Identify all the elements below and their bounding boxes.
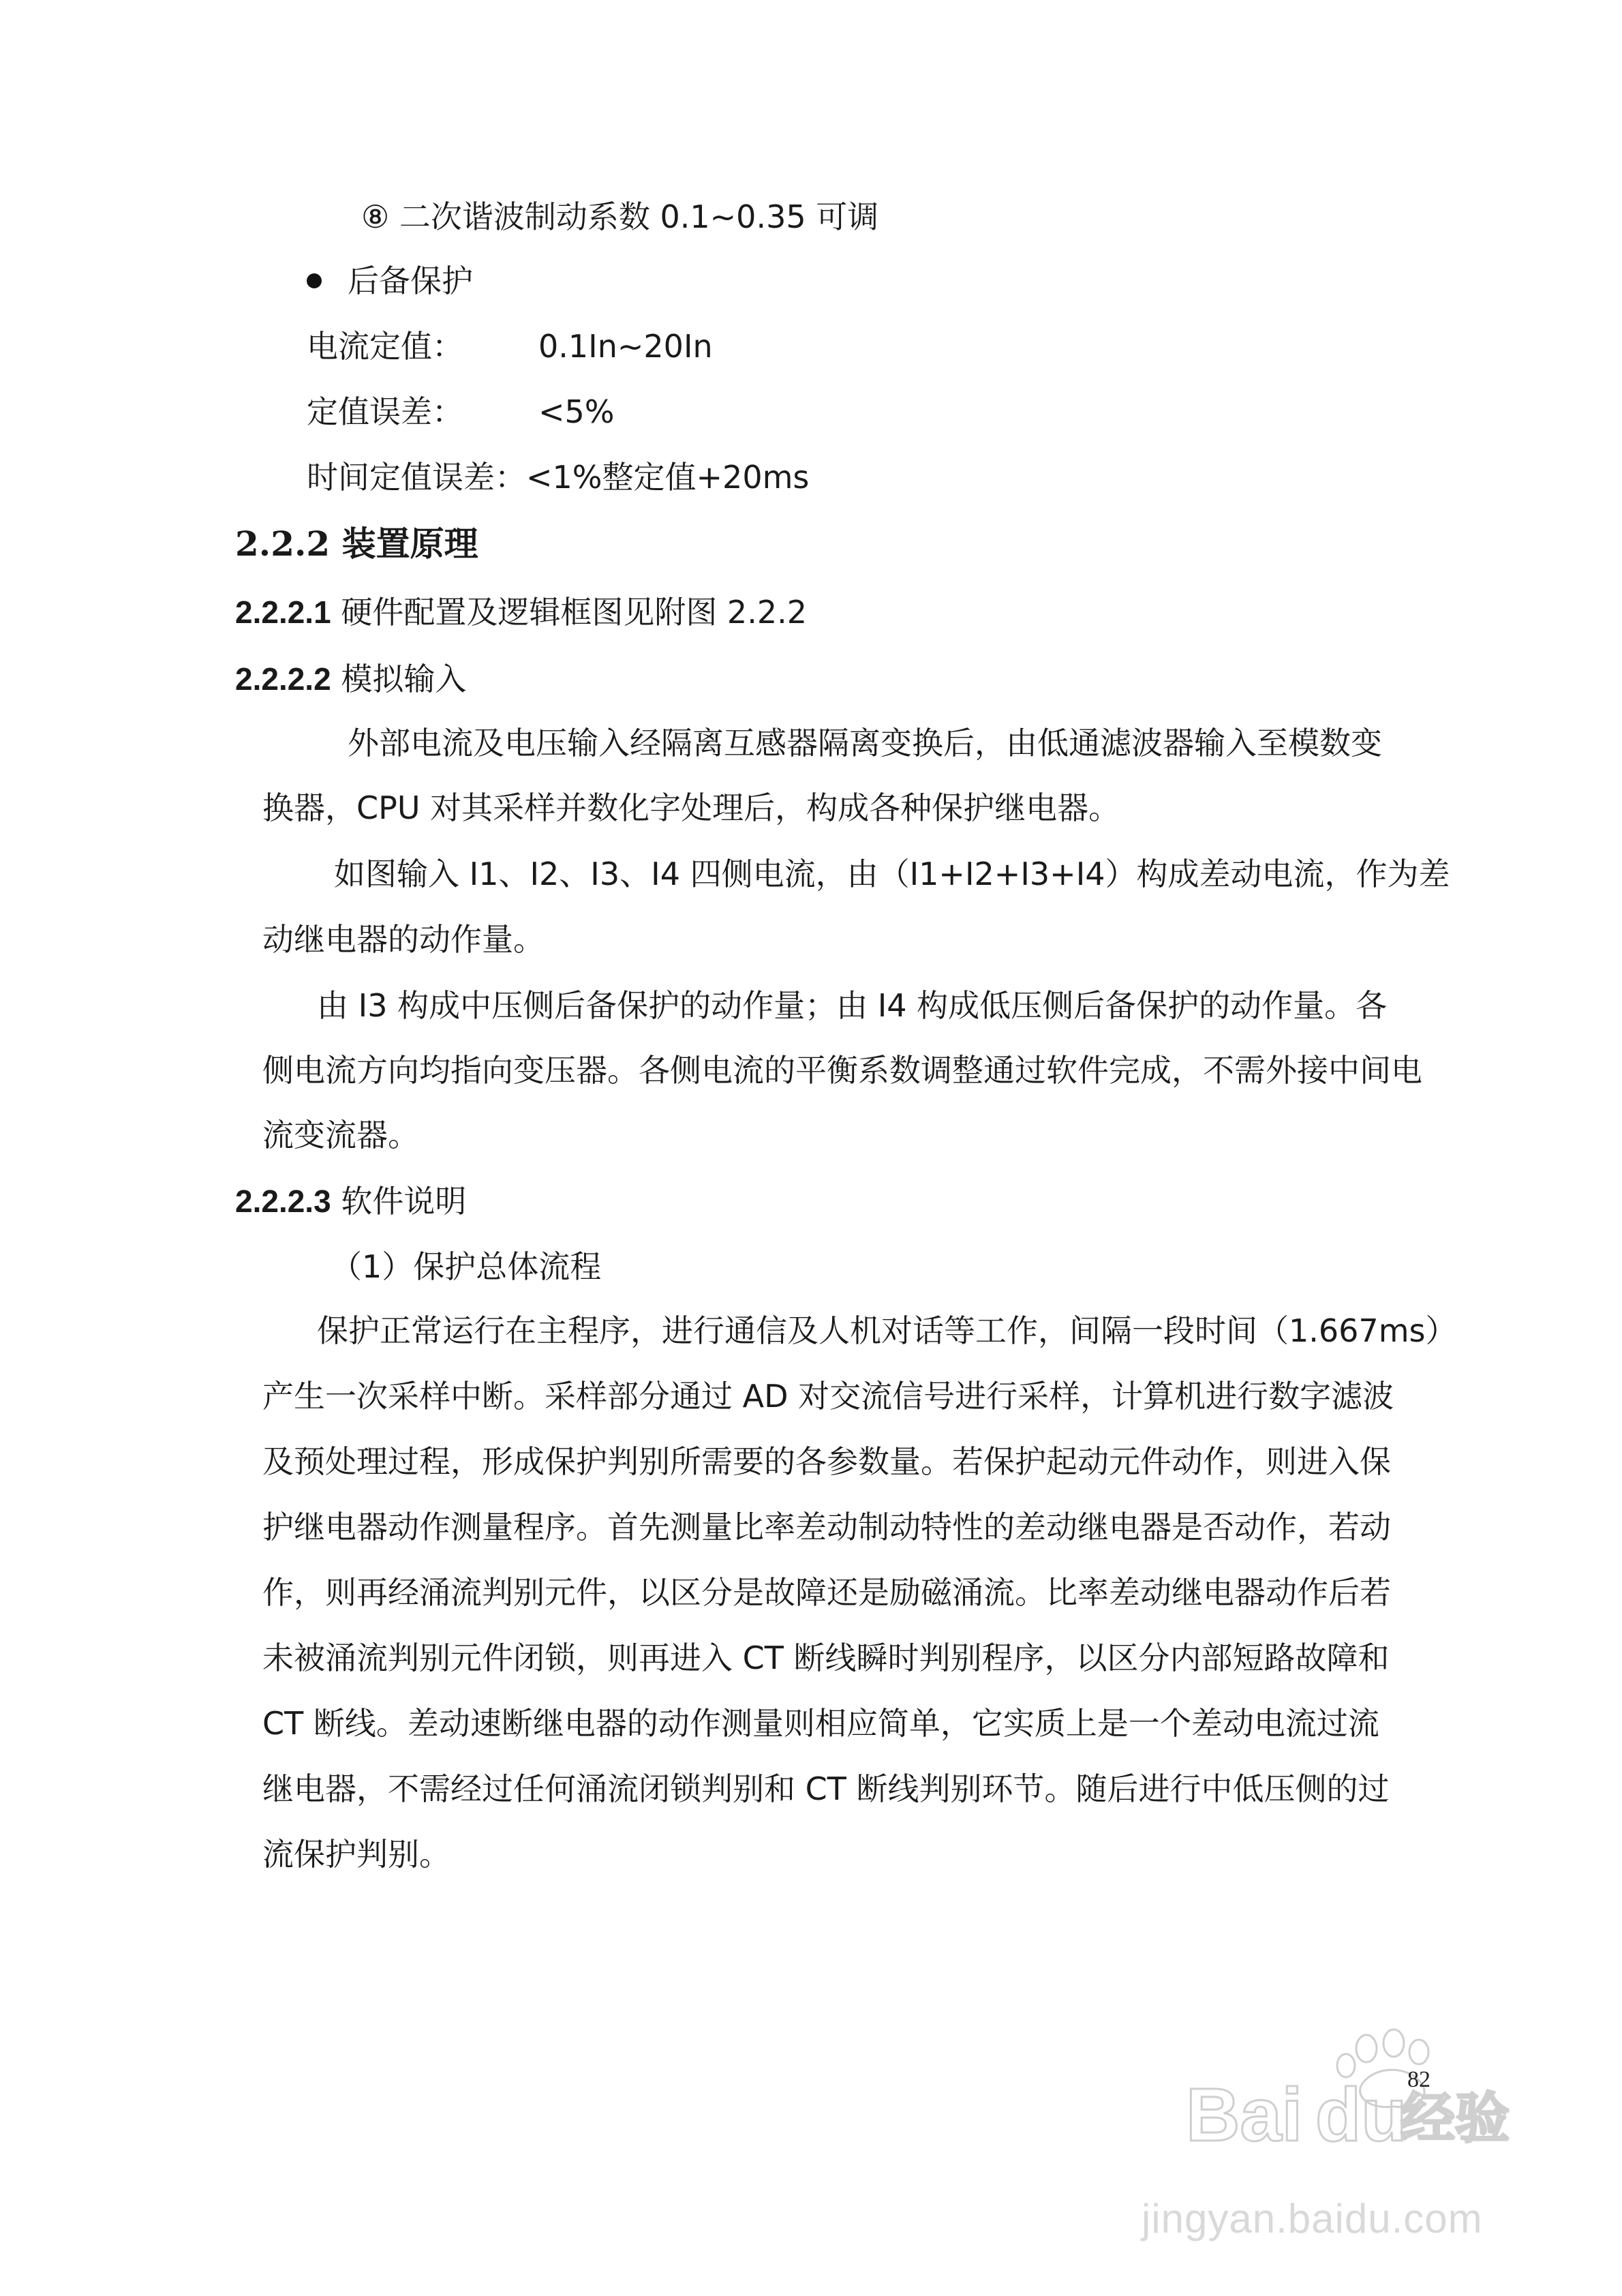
paragraph-line: 换器，CPU 对其采样并数化字处理后，构成各种保护继电器。 [262,789,1120,826]
time-error-row [307,457,809,498]
current-setting-row [307,326,713,367]
paragraph-line: CT 断线。差动速断继电器的动作测量则相应简单，它实质上是一个差动电流过流 [262,1705,1379,1742]
watermark-brand: Bai [1186,2073,1303,2157]
paragraph-line: 流变流器。 [262,1117,419,1153]
section-heading: 2.2.2 装置原理 [235,524,478,564]
setting-error-label: 定值误差： [307,393,463,430]
backup-protection-item [307,260,473,301]
paragraph-line: 作，则再经涌流判别元件，以区分是故障还是励磁涌流。比率差动继电器动作后若 [262,1574,1391,1611]
flow-subheading: （1）保护总体流程 [331,1248,602,1285]
subsection-number: 2.2.2.3 [235,1183,331,1219]
subsection-title: 硬件配置及逻辑框图见附图 2.2.2 [341,594,807,631]
paragraph-line: 保护正常运行在主程序，进行通信及人机对话等工作，间隔一段时间（1.667ms） [317,1312,1457,1349]
watermark-url: jingyan.baidu.com [1142,2196,1483,2241]
paragraph-line: 未被涌流判别元件闭锁，则再进入 CT 断线瞬时判别程序，以区分内部短路故障和 [262,1640,1390,1676]
time-error-value: <1%整定值+20ms [526,459,810,496]
paragraph-line: 如图输入 I1、I2、I3、I4 四侧电流，由（I1+I2+I3+I4）构成差动电流，作为差 [334,856,1450,892]
paragraph-line: 护继电器动作测量程序。首先测量比率差动制动特性的差动继电器是否动作，若动 [262,1509,1391,1545]
paw-toe-icon [1383,2029,1404,2057]
paw-toe-icon [1409,2040,1428,2064]
paragraph-line: 外部电流及电压输入经隔离互感器隔离变换后，由低通滤波器输入至模数变 [348,725,1382,761]
subsection-hardware [235,592,807,633]
harmonic-restraint-item: ⑧ 二次谐波制动系数 0.1~0.35 可调 [361,198,879,235]
setting-error-row [307,391,615,432]
watermark-brand-du: du [1315,2073,1407,2157]
paragraph-line: 由 I3 构成中压侧后备保护的动作量；由 I4 构成低压侧后备保护的动作量。各 [317,987,1388,1024]
time-error-label: 时间定值误差： [307,459,526,496]
paragraph-line: 及预处理过程，形成保护判别所需要的各参数量。若保护起动元件动作，则进入保 [262,1443,1391,1480]
paragraph-line: 继电器，不需经过任何涌流闭锁判别和 CT 断线判别环节。随后进行中低压侧的过 [262,1770,1390,1807]
paragraph-line: 侧电流方向均指向变压器。各侧电流的平衡系数调整通过软件完成，不需外接中间电 [262,1052,1422,1089]
paragraph-line: 动继电器的动作量。 [262,921,545,958]
paw-toe-icon [1356,2035,1377,2062]
subsection-analog-input [235,659,466,699]
paragraph-line: 产生一次采样中断。采样部分通过 AD 对交流信号进行采样，计算机进行数字滤波 [262,1378,1394,1415]
setting-error-value: <5% [538,393,615,430]
subsection-title: 软件说明 [341,1183,467,1220]
current-setting-value: 0.1In~20In [538,328,713,365]
paragraph-line: 流保护判别。 [262,1836,450,1873]
subsection-software [235,1181,466,1222]
page-number: 82 [1407,2067,1430,2092]
baidu-watermark-logo [1159,2028,1513,2158]
bullet-icon [307,273,322,288]
backup-protection-title: 后备保护 [348,262,473,299]
subsection-title: 模拟输入 [341,661,467,697]
subsection-number: 2.2.2.2 [235,661,331,697]
watermark-brand-cn: 经验 [1401,2087,1510,2150]
subsection-number: 2.2.2.1 [235,594,331,630]
current-setting-label: 电流定值： [307,328,463,365]
